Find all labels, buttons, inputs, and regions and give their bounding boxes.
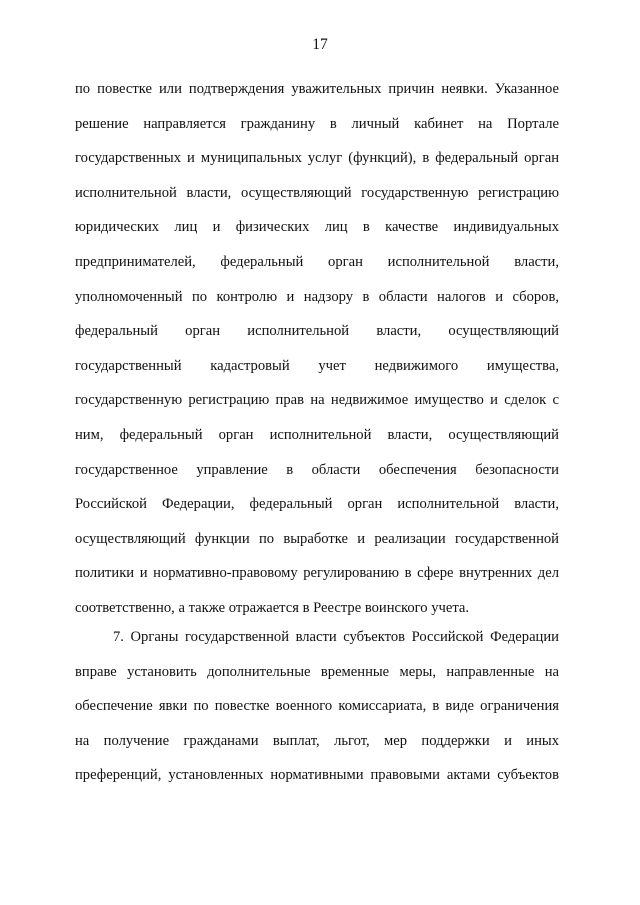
text-line: по повестке или подтверждения уважительных причин неявки. Указанное [75,81,559,97]
text-line: юридических лиц и физических лиц в качестве индивидуальных [75,219,559,236]
text-line: федеральный орган исполнительной власти, осуществляющий [75,323,559,340]
page-number: 17 [312,36,328,53]
text-line: соответственно, а также отражается в Реестре воинского учета. [75,599,470,616]
text-line: обеспечение явки по повестке военного комиссариата, в виде ограничения [75,698,559,715]
text-line: 7. Органы государственной власти субъектов Российской Федерации [113,629,559,645]
text-line: предпринимателей, федеральный орган исполнительной власти, [75,253,559,270]
text-line: осуществляющий функции по выработке и реализации государственной [75,530,559,547]
text-line: государственное управление в области обеспечения безопасности [75,461,559,478]
text-line: политики и нормативно-правовому регулированию в сфере внутренних дел [75,565,559,582]
text-line: на получение гражданами выплат, льгот, мер поддержки и иных [75,732,559,749]
text-line: Российской Федерации, федеральный орган исполнительной власти, [75,496,559,513]
text-line: государственных и муниципальных услуг (функций), в федеральный орган [75,150,559,167]
text-line: государственную регистрацию прав на недвижимое имущество и сделок с [75,392,559,409]
text-line: решение направляется гражданину в личный кабинет на Портале [75,115,559,132]
paragraph-continuation [75,72,559,626]
text-line: государственный кадастровый учет недвижимого имущества, [75,357,559,374]
text-line: преференций, установленных нормативными правовыми актами субъектов [75,767,559,784]
text-line: вправе установить дополнительные временные меры, направленные на [75,663,559,680]
text-line: уполномоченный по контролю и надзору в области налогов и сборов, [75,288,559,305]
paragraph-item-7 [75,620,559,793]
text-line: исполнительной власти, осуществляющий государственную регистрацию [75,184,559,201]
text-line: ним, федеральный орган исполнительной власти, осуществляющий [75,426,559,443]
